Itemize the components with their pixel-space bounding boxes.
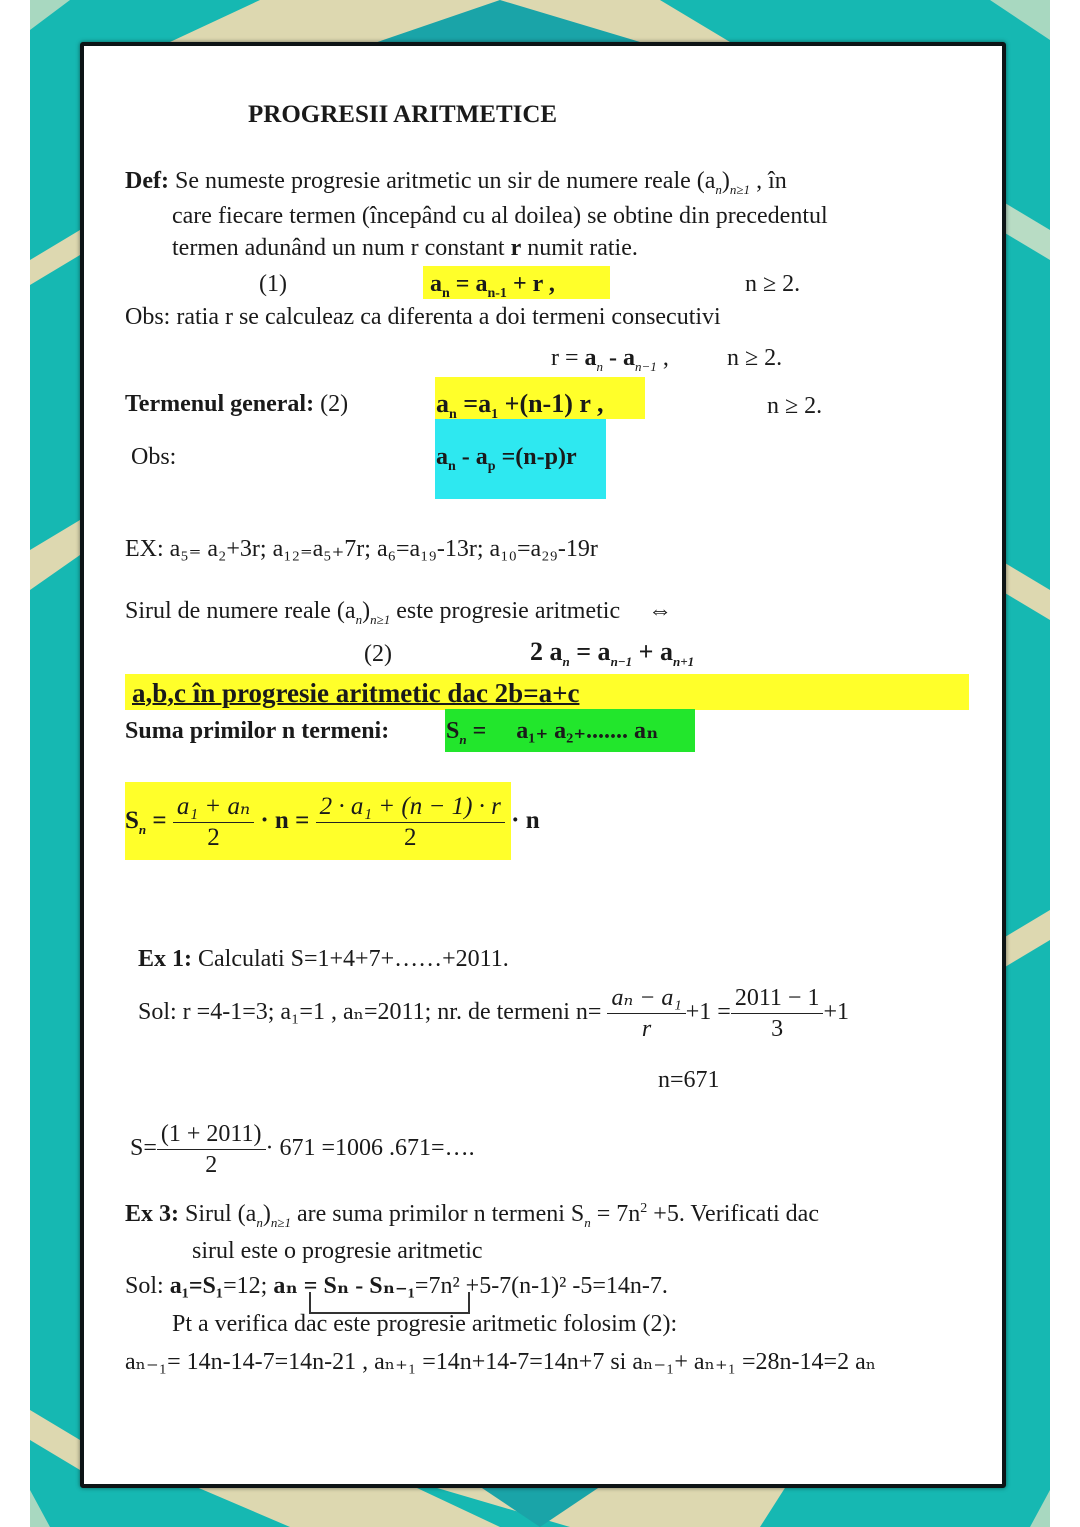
- ex3-line-5: aₙ₋₁= 14n-14-7=14n-21 , aₙ₊₁ =14n+14-7=14n+7 si aₙ₋₁+ aₙ₊₁ =28n-14=2 aₙ: [125, 1349, 877, 1375]
- obs-ratio-condition: n ≥ 2.: [727, 345, 783, 371]
- sum-label: Suma primilor n termeni:: [125, 718, 390, 744]
- formula-1-expression: $a_n = a_{n-1} + r$ ,: [430, 271, 555, 301]
- examples-line: EX: a₅₌ a₂+3r; a₁₂₌a₅₊7r; a₆=a₁₉-13r; a₁₀=a₂₉-19r: [125, 536, 598, 562]
- formula-1-number: (1): [259, 271, 287, 297]
- ex1-statement: Ex 1: Calculati S=1+4+7+……+2011.: [138, 946, 509, 972]
- sum-expression: $S_n = a_{1+}$ a₂₊....... aₙ: [446, 718, 659, 747]
- ex1-n-result: n=671: [658, 1067, 720, 1093]
- sequence-condition-formula: 2 $a_n = a_{n-1} + a_{n+1}$: [530, 637, 695, 670]
- definition-line-3: termen adunând un num r constant r numit ratie.: [172, 235, 638, 261]
- page-title: PROGRESII ARITMETICE: [248, 101, 558, 128]
- obs-2-formula: $a_n - a_p =(n-p)r$: [436, 444, 577, 474]
- formula-1-condition: n ≥ 2.: [745, 271, 801, 297]
- ex1-sum-result: S= $\frac{(1 + 2011)}{2}$ · 671 =1006 .671=….: [130, 1120, 475, 1178]
- sum-formula: $S_n$ = $\frac{\text{a₁ + aₙ}}{2}$ · n = $\frac{\text{2 · a₁ + (n − 1) · r}}{2}$ · n: [125, 792, 540, 851]
- definition-label: Def:: [125, 168, 169, 194]
- ex1-solution: Sol: r =4-1=3; a₁=1 , aₙ=2011; nr. de termeni n= $\frac{\text{aₙ − a₁}}{r}$ +1 = $\frac{2011 - 1}{3}$ +1: [138, 984, 850, 1042]
- obs-2-label: Obs:: [131, 444, 177, 470]
- ex3-line-2: sirul este o progresie aritmetic: [192, 1238, 483, 1264]
- abc-rule-text: a,b,c în progresie aritmetic dac 2b=a+c: [132, 678, 580, 708]
- obs-ratio-formula: $r = a_n - a_{n-1}$ ,: [551, 345, 669, 374]
- definition-line-1: Def: Se numeste progresie aritmetic un sir de numere reale $(a_n)_{n\ge 1}$ , în: [125, 168, 787, 197]
- ex3-line-4: Pt a verifica dac este progresie aritmetic folosim (2):: [172, 1311, 678, 1337]
- general-term-label: Termenul general: (2): [125, 391, 349, 417]
- sequence-condition-number: (2): [364, 641, 392, 667]
- ex3-solution-line: Sol: a₁=S₁=12; aₙ = Sₙ - Sₙ₋₁=7n² +5-7(n-1)² -5=14n-7.: [125, 1273, 668, 1299]
- general-term-condition: n ≥ 2.: [767, 393, 823, 419]
- obs-ratio-text: Obs: ratia r se calculeaz ca diferenta a doi termeni consecutivi: [125, 304, 721, 330]
- iff-icon: ⇔: [648, 598, 673, 624]
- general-term-formula: $a_n =a_1 +(n-1)$ r ,: [436, 389, 604, 423]
- sequence-condition-text: Sirul de numere reale $(a_n)_{n\ge 1}$ este progresie aritmetic ⇔: [125, 598, 673, 627]
- definition-line-2: care fiecare termen (începând cu al doilea) se obtine din precedentul: [172, 203, 828, 229]
- ex3-line-1: Ex 3: Sirul $(a_n)_{n\ge 1}$ are suma primilor n termeni $S_n = 7n^2 +5$. Verificati dac: [125, 1201, 819, 1230]
